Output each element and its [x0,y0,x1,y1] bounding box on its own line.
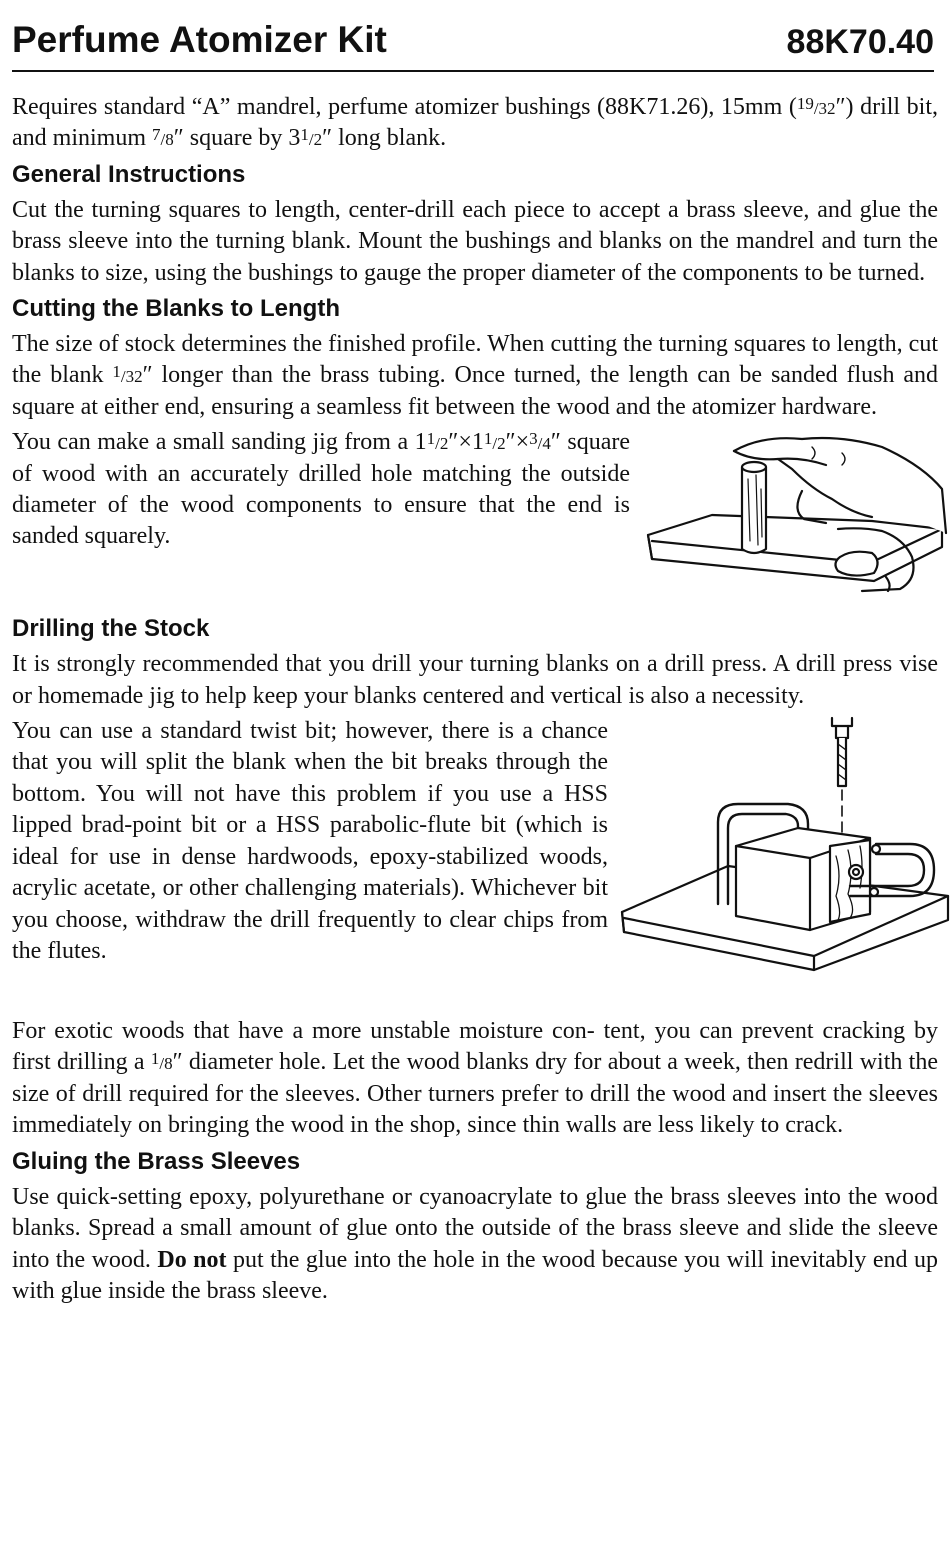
cutting-paragraph-1: The size of stock determines the finished profile. When cutting the turning squares to length, cut the blank $^1$/32″ longer than the brass tubing. Once turned, the length can be sanded flush and square at either end, ensuring a seamless fit between the wood and the atomizer hardware. [12,331,938,420]
heading-drilling-stock: Drilling the Stock [12,615,210,643]
product-code: 88K70.40 [786,23,934,61]
intro-paragraph: Requires standard “A” mandrel, perfume atomizer bushings (88K71.26), 15mm ($^{19}$/32″) drill bit, and minimum $^7$/8″ square by $3^1/2''$ long blank. [12,94,938,152]
document-page [12,0,938,1568]
drilling-paragraph-2: You can use a standard twist bit; however, there is a chance that you will split the blank when the bit breaks through the bottom. You will not have this problem if you use a HSS lipped brad-point bit or a HSS parabolic-flute bit (which is ideal for use in dense hardwoods, epoxy-stabilized woods, acrylic acetate, or other challenging materials). Whichever bit you choose, withdraw the drill frequently to clear chips from the flutes. [12,718,608,964]
heading-gluing-sleeves: Gluing the Brass Sleeves [12,1147,301,1175]
heading-cutting-blanks: Cutting the Blanks to Length [12,295,340,323]
drill-press-jig-illustration [618,716,950,1016]
drill-press-jig-icon [618,716,950,1016]
general-instructions-paragraph: Cut the turning squares to length, center-drill each piece to accept a brass sleeve, and glue the brass sleeve into the turning blank. Mount the bushings and blanks on the mandrel and turn the blanks to size, using the bushings to gauge the proper diameter of the components to be turned. [12,196,938,286]
emphasis-do-not: Do not [157,1246,227,1273]
gluing-paragraph: Use quick-setting epoxy, polyurethane or cyanoacrylate to glue the brass sleeves into the wood blanks. Spread a small amount of glue onto the outside of the brass sleeve and slide the sleeve into the wood. Do not put the glue into the hole in the wood because you will inevitably end up with glue inside the brass sleeve. [12,1183,938,1304]
drilling-paragraph-1: It is strongly recommended that you drill your turning blanks on a drill press. A drill press vise or homemade jig to help keep your blanks centered and vertical is also a necessity. [12,651,938,709]
heading-general-instructions: General Instructions [12,160,246,188]
page-title: Perfume Atomizer Kit [12,19,387,60]
hand-sanding-jig-icon [642,429,950,613]
sanding-jig-illustration [642,429,950,613]
document-body [12,92,938,1311]
cutting-paragraph-2: You can make a small sanding jig from a $1^1/2''\times 1^1/2''\times^3/4''$ square of wood with an accurately drilled hole matching the outside diameter of the wood components to ensure that the end is sanded squarely. [12,429,631,550]
drilling-paragraph-3: For exotic woods that have a more unstable moisture con- tent, you can prevent cracking by first drilling a $^1$/8″ diameter hole. Let the wood blanks dry for about a week, then redrill with the size of drill required for the sleeves. Other turners prefer to drill the wood and insert the sleeves immediately on bringing the wood in the shop, since thin walls are less likely to crack. [12,1018,938,1139]
page-header [12,14,934,72]
